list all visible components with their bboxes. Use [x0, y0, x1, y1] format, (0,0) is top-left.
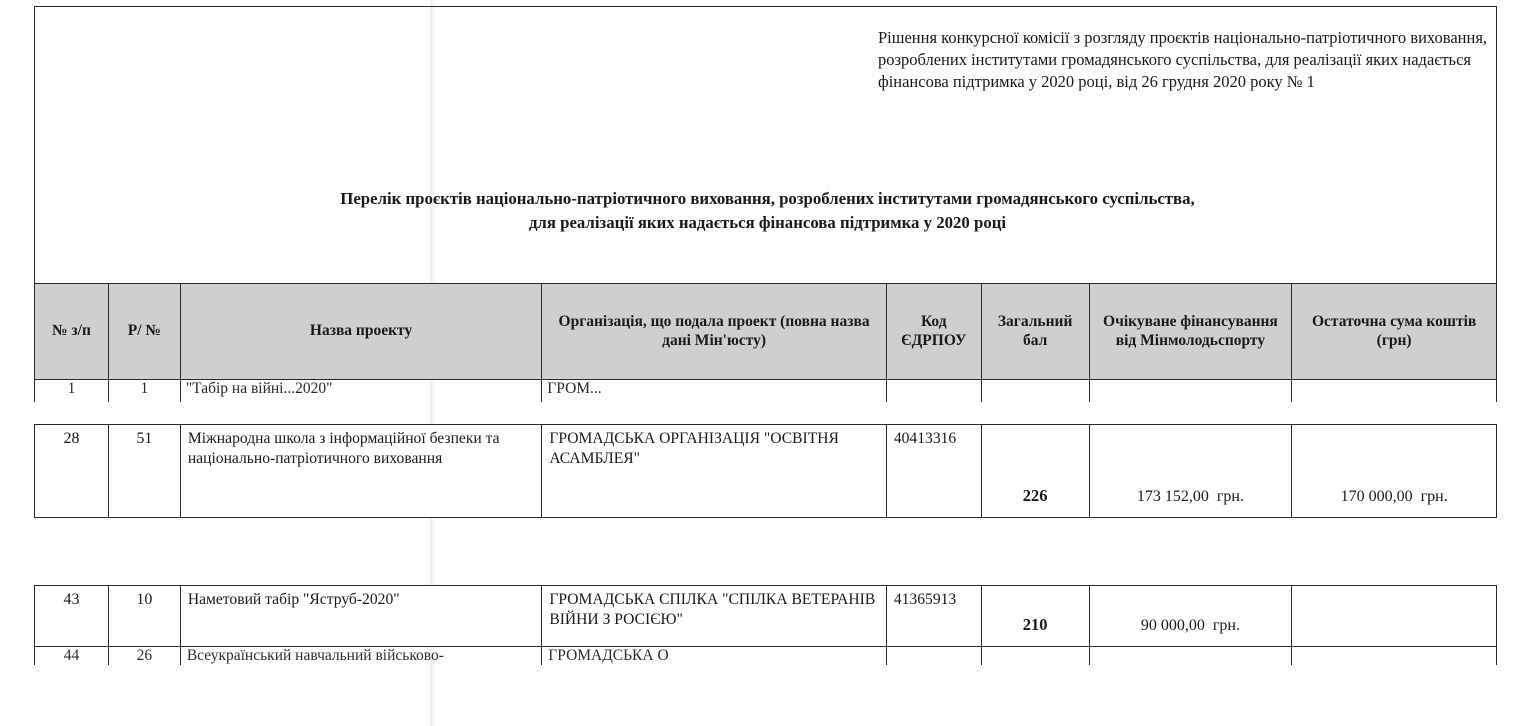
table-row [34, 424, 1497, 518]
cell-reg: 10 [109, 586, 181, 646]
page-title [95, 187, 1440, 235]
cell-reg: 26 [109, 647, 181, 665]
cell-expected [1090, 380, 1293, 402]
table-column-header-row [34, 284, 1497, 380]
column-header-project: Назва проекту [181, 284, 543, 379]
cell-project: Міжнародна школа з інформаційної безпеки та національно-патріотичного виховання [181, 425, 542, 517]
page-title-line-1: Перелік проєктів національно-патріотичного виховання, розроблених інститутами громадянського суспільства, [340, 189, 1195, 208]
document-header-box [34, 6, 1497, 284]
cell-score: 226 [982, 425, 1090, 517]
cell-org: ГРОМАДСЬКА СПІЛКА "СПІЛКА ВЕТЕРАНІВ ВІЙНИ З РОСІЄЮ" [542, 586, 887, 646]
cell-seq: 44 [35, 647, 109, 665]
cell-final [1292, 586, 1496, 646]
cell-score [982, 380, 1090, 402]
cell-expected [1090, 647, 1293, 665]
cell-expected: 173 152,00 грн. [1090, 425, 1293, 517]
cell-edrpou: 41365913 [887, 586, 982, 646]
table-row-clipped-top [34, 380, 1497, 402]
column-header-final: Остаточна сума коштів (грн) [1292, 284, 1496, 379]
cell-edrpou [887, 647, 982, 665]
cell-seq: 28 [35, 425, 109, 517]
column-header-org: Організація, що подала проект (повна назва дані Мін'юсту) [542, 284, 887, 379]
table-row [34, 585, 1497, 647]
cell-org: ГРОМАДСЬКА ОРГАНІЗАЦІЯ "ОСВІТНЯ АСАМБЛЕЯ" [542, 425, 887, 517]
cell-project: "Табір на війні...2020" [181, 380, 542, 402]
column-header-score: Загальний бал [982, 284, 1090, 379]
cell-score: 210 [982, 586, 1090, 646]
column-header-seq: № з/п [35, 284, 109, 379]
table-row-clipped-bottom [34, 647, 1497, 665]
cell-edrpou: 40413316 [887, 425, 982, 517]
approval-note: Рішення конкурсної комісії з розгляду проєктів національно-патріотичного виховання, розроблених інститутами громадянського суспільства, для реалізації яких надається фінансова підтримка у 2020 році, від 26 грудня 2020 року № 1 [878, 28, 1488, 92]
column-header-reg: Р/ № [109, 284, 181, 379]
column-header-expected: Очікуване фінансування від Мінмолодьспорту [1090, 284, 1293, 379]
cell-project: Всеукраїнський навчальний військово- [181, 647, 542, 665]
cell-seq: 1 [35, 380, 109, 402]
cell-reg: 1 [109, 380, 181, 402]
page-title-line-2: для реалізації яких надається фінансова підтримка у 2020 році [528, 212, 1007, 232]
column-header-edrpou: Код ЄДРПОУ [887, 284, 982, 379]
cell-edrpou [887, 380, 982, 402]
cell-final [1292, 647, 1496, 665]
cell-reg: 51 [109, 425, 181, 517]
cell-org: ГРОМ... [542, 380, 887, 402]
cell-project: Наметовий табір "Яструб-2020" [181, 586, 542, 646]
cell-org: ГРОМАДСЬКА О [542, 647, 887, 665]
cell-seq: 43 [35, 586, 109, 646]
cell-expected: 90 000,00 грн. [1090, 586, 1293, 646]
cell-final: 170 000,00 грн. [1340, 487, 1448, 505]
cell-score [982, 647, 1090, 665]
cell-final [1292, 380, 1496, 402]
